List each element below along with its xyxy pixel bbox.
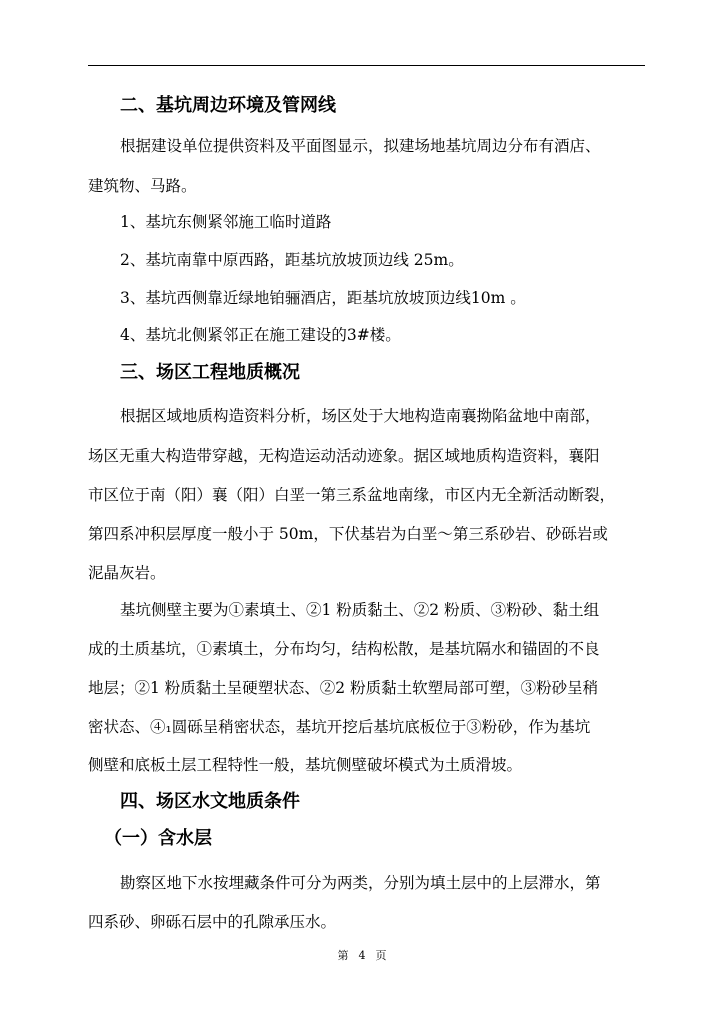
paragraph-line: 建筑物、马路。 <box>88 177 197 195</box>
paragraph-line: 密状态、④₁圆砾呈稍密状态，基坑开挖后基坑底板位于③粉砂，作为基坑 <box>88 718 591 736</box>
paragraph-line: 成的土质基坑，①素填土，分布均匀，结构松散，是基坑隔水和锚固的不良 <box>88 640 600 658</box>
paragraph-line: 侧壁和底板土层工程特性一般，基坑侧壁破坏模式为土质滑坡。 <box>88 756 523 774</box>
paragraph-line: 勘察区地下水按埋藏条件可分为两类，分别为填土层中的上层滞水，第 <box>120 874 601 892</box>
page-number: 4 <box>358 949 366 962</box>
footer-prefix: 第 <box>337 949 349 962</box>
section-heading-hydrology: 四、场区水文地质条件 <box>120 791 300 812</box>
section-heading-environment: 二、基坑周边环境及管网线 <box>120 95 336 116</box>
section-heading-geology: 三、场区工程地质概况 <box>120 362 300 383</box>
list-item: 2、基坑南靠中原西路，距基坑放坡顶边线 25m。 <box>120 251 464 269</box>
paragraph-line: 基坑侧壁主要为①素填土、②1 粉质黏土、②2 粉质、③粉砂、黏土组 <box>120 601 600 619</box>
paragraph-line: 根据区域地质构造资料分析，场区处于大地构造南襄拗陷盆地中南部， <box>120 407 601 425</box>
list-item: 4、基坑北侧紧邻正在施工建设的3#楼。 <box>120 326 401 344</box>
paragraph-line: 地层；②1 粉质黏土呈硬塑状态、②2 粉质黏土软塑局部可塑，③粉砂呈稍 <box>88 679 599 697</box>
paragraph-line: 市区位于南（阳）襄（阳）白垩一第三系盆地南缘，市区内无全新活动断裂， <box>88 486 616 504</box>
page-footer <box>0 949 724 963</box>
paragraph-line: 场区无重大构造带穿越，无构造运动活动迹象。据区域地质构造资料，襄阳 <box>88 447 600 465</box>
header-rule <box>88 65 645 66</box>
list-item: 1、基坑东侧紧邻施工临时道路 <box>120 213 332 231</box>
paragraph-line: 四系砂、卵砾石层中的孔隙承压水。 <box>88 913 337 931</box>
list-item: 3、基坑西侧靠近绿地铂骊酒店，距基坑放坡顶边线10m 。 <box>120 289 526 307</box>
paragraph-line: 泥晶灰岩。 <box>88 564 166 582</box>
footer-suffix: 页 <box>375 949 387 962</box>
paragraph-line: 第四系冲积层厚度一般小于 50m，下伏基岩为白垩～第三系砂岩、砂砾岩或 <box>88 525 608 543</box>
subsection-heading-aquifer: （一）含水层 <box>104 828 212 849</box>
paragraph-line: 根据建设单位提供资料及平面图显示，拟建场地基坑周边分布有酒店、 <box>120 137 601 155</box>
